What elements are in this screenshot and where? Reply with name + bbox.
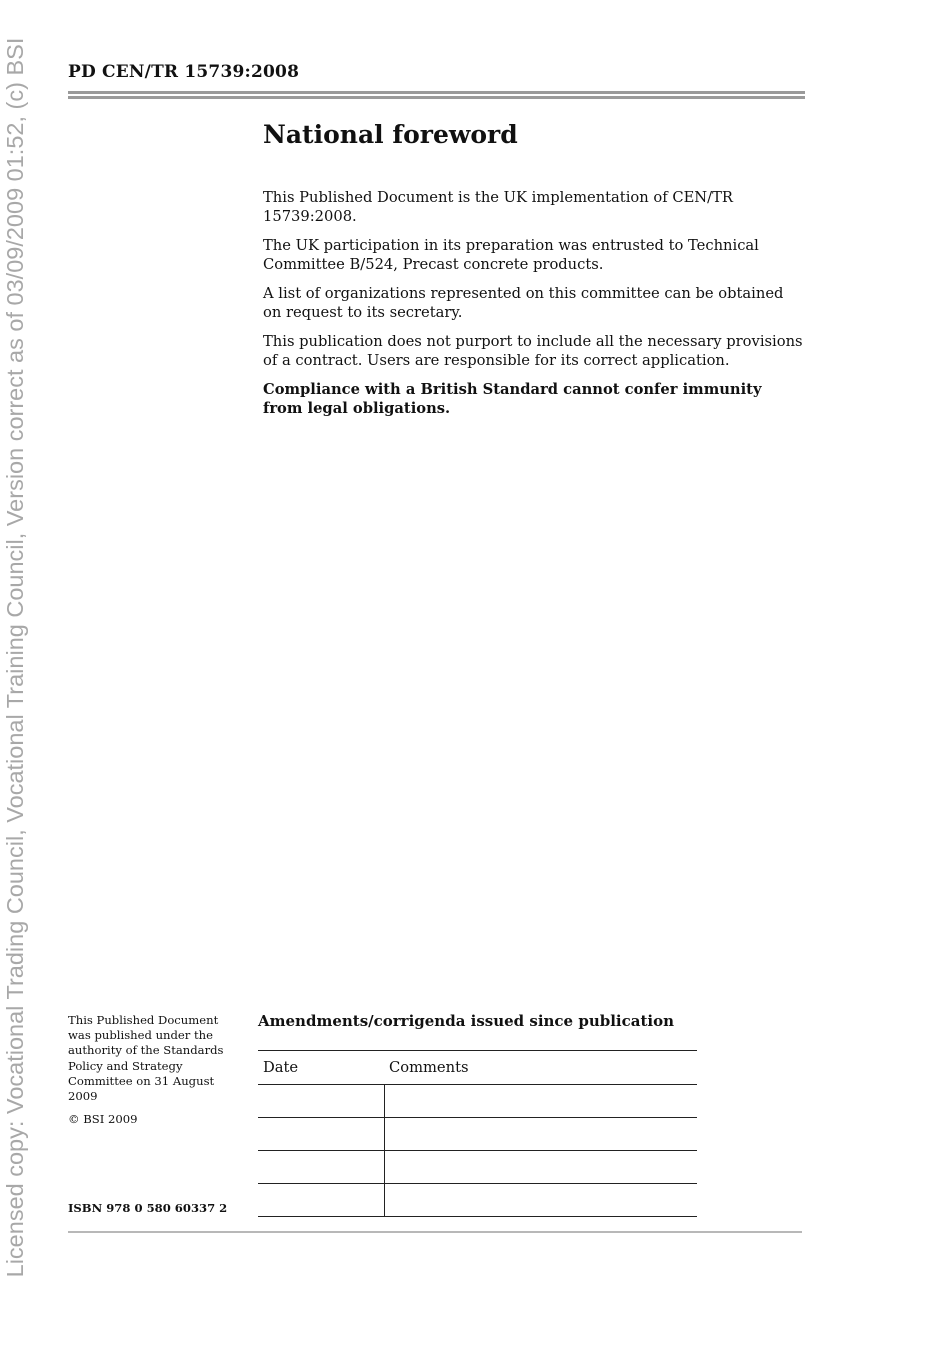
publication-statement: This Published Document was published under the authority of the Standards Policy and Strategy Committee on 31 August 2009	[68, 1013, 224, 1104]
column-header-date: Date	[258, 1051, 384, 1085]
date-cell	[258, 1118, 384, 1151]
header-rule-bottom	[68, 96, 805, 99]
table-header-row	[258, 1051, 697, 1085]
date-cell	[258, 1085, 384, 1118]
paragraph-organizations: A list of organizations represented on this committee can be obtained on request to its secretary.	[263, 285, 784, 321]
paragraph-participation: The UK participation in its preparation was entrusted to Technical Committee B/524, Precast concrete products.	[263, 237, 759, 273]
comments-cell	[384, 1184, 697, 1217]
table-row	[258, 1184, 697, 1217]
document-id: PD CEN/TR 15739:2008	[68, 62, 300, 82]
column-header-comments: Comments	[384, 1051, 697, 1085]
table-row	[258, 1151, 697, 1184]
isbn-number: ISBN 978 0 580 60337 2	[68, 1201, 228, 1215]
amendments-title: Amendments/corrigenda issued since publication	[258, 1012, 674, 1030]
date-cell	[258, 1184, 384, 1217]
copyright-notice: © BSI 2009	[68, 1112, 138, 1127]
table-row	[258, 1085, 697, 1118]
publication-note	[68, 1013, 233, 1135]
page-title: National foreword	[263, 120, 518, 149]
paragraph-implementation: This Published Document is the UK implementation of CEN/TR 15739:2008.	[263, 189, 733, 225]
paragraph-compliance: Compliance with a British Standard cannot confer immunity from legal obligations.	[263, 381, 762, 417]
comments-cell	[384, 1085, 697, 1118]
table-row	[258, 1118, 697, 1151]
paragraph-provisions: This publication does not purport to include all the necessary provisions of a contract. Users are responsible for its correct application.	[263, 333, 803, 369]
date-cell	[258, 1151, 384, 1184]
footer-rule	[68, 1231, 802, 1233]
foreword-body	[263, 188, 803, 428]
header-rule-top	[68, 91, 805, 94]
comments-cell	[384, 1151, 697, 1184]
amendments-table	[258, 1050, 697, 1217]
license-watermark: Licensed copy: Vocational Trading Council, Vocational Training Council, Version correct as of 03/09/2009 01:52, (c) BSI	[2, 37, 28, 1278]
comments-cell	[384, 1118, 697, 1151]
